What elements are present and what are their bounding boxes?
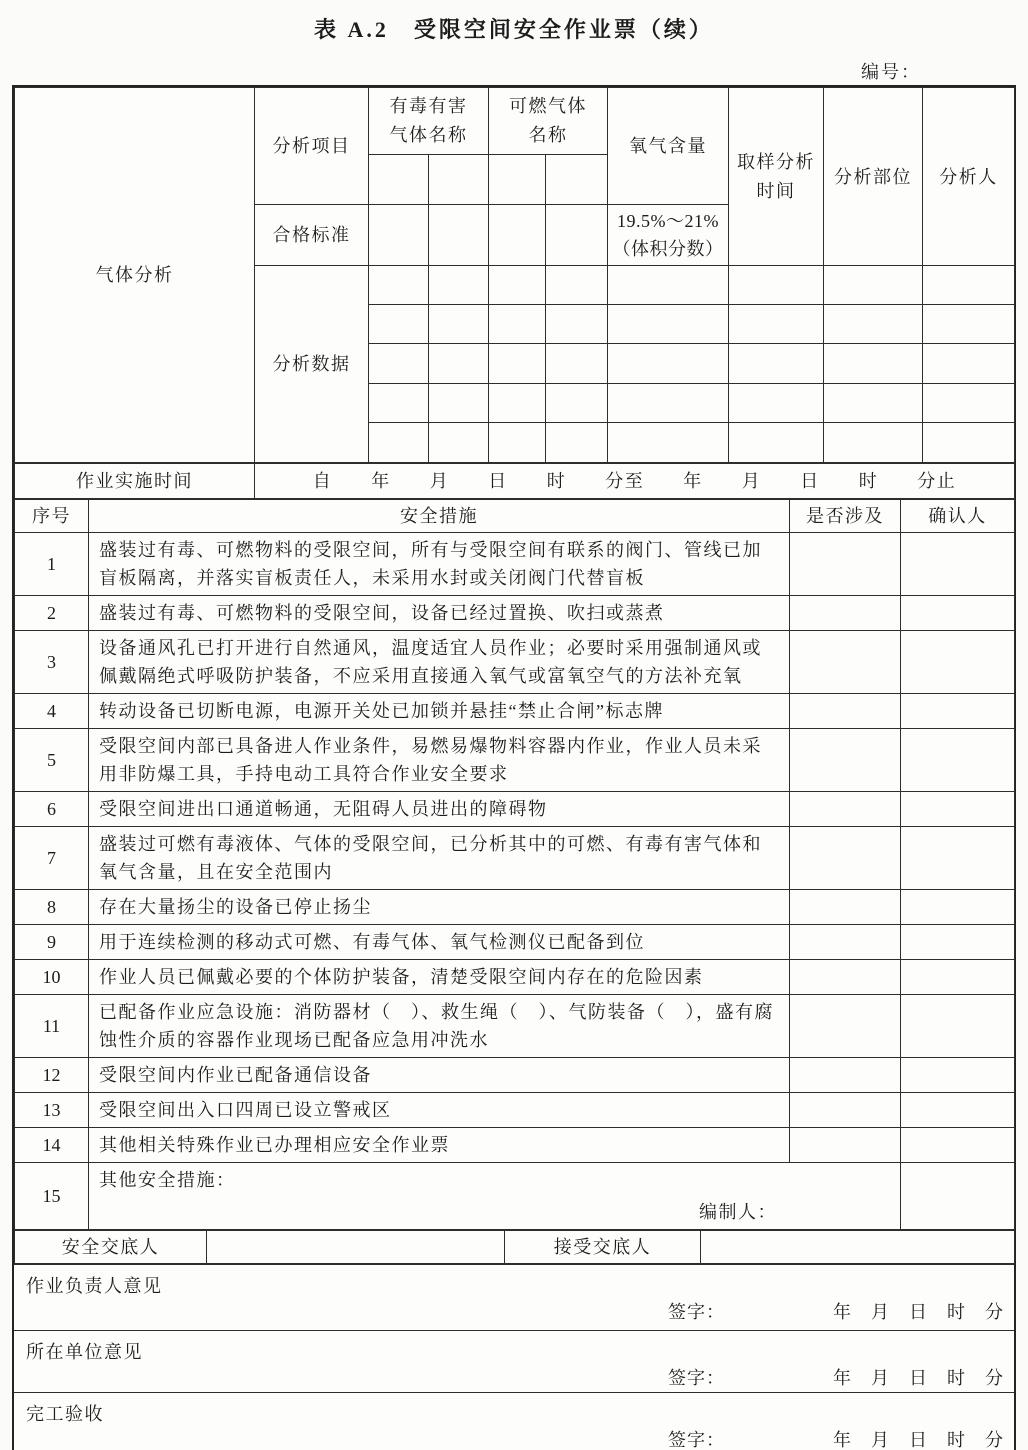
date-blank-labels: 年 月 日 时 分 xyxy=(833,1368,1004,1388)
briefing-receiver-entry-cell xyxy=(701,1231,1015,1264)
measure-involved-cell xyxy=(790,792,901,827)
toxic-gas-name-label: 有毒有害气体名称 xyxy=(389,96,468,145)
data-entry-cell xyxy=(369,423,429,463)
qualified-standard-label: 合格标准 xyxy=(255,205,369,266)
measure-text: 设备通风孔已打开进行自然通风，温度适宜人员作业；必要时采用强制通风或佩戴隔绝式呼吸防护装备，不应采用直接通入氧气或富氧空气的方法补充氧 xyxy=(89,631,790,694)
number-label: 编号： xyxy=(861,62,921,82)
sign-label: 签字： xyxy=(668,1368,725,1388)
measure-text: 用于连续检测的移动式可燃、有毒气体、氧气检测仪已配备到位 xyxy=(89,925,790,960)
measure-no: 10 xyxy=(15,960,89,995)
safety-briefer-label: 安全交底人 xyxy=(15,1231,207,1264)
measure-row xyxy=(15,1058,1015,1093)
data-entry-cell xyxy=(608,266,729,305)
section-label: 完工验收 xyxy=(26,1404,104,1424)
measure-confirm-cell xyxy=(901,827,1015,890)
measure-text: 转动设备已切断电源，电源开关处已加锁并悬挂“禁止合闸”标志牌 xyxy=(89,694,790,729)
other-measures-box xyxy=(99,1166,890,1226)
measure-text: 盛装过可燃有毒液体、气体的受限空间，已分析其中的可燃、有毒有害气体和氧气含量，且在安全范围内 xyxy=(89,827,790,890)
measure-text-cell xyxy=(89,1163,901,1230)
toxic-gas-entry-cell xyxy=(369,155,429,205)
data-entry-cell xyxy=(489,423,546,463)
measure-no: 14 xyxy=(15,1128,89,1163)
measures-header-row xyxy=(15,500,1015,533)
col-header-measure: 安全措施 xyxy=(89,500,790,533)
measure-involved-cell xyxy=(790,925,901,960)
measure-row xyxy=(15,533,1015,596)
data-entry-cell xyxy=(824,384,923,423)
measure-involved-cell xyxy=(790,890,901,925)
measure-row xyxy=(15,694,1015,729)
data-entry-cell xyxy=(729,266,824,305)
measure-confirm-cell xyxy=(901,596,1015,631)
measure-involved-cell xyxy=(790,1093,901,1128)
measure-involved-cell xyxy=(790,827,901,890)
measure-confirm-cell xyxy=(901,729,1015,792)
measure-row xyxy=(15,925,1015,960)
data-entry-cell xyxy=(923,423,1015,463)
analysis-data-label: 分析数据 xyxy=(255,266,369,463)
oxygen-content-header: 氧气含量 xyxy=(608,88,729,205)
measure-no: 2 xyxy=(15,596,89,631)
measure-confirm-cell xyxy=(901,1058,1015,1093)
measure-confirm-cell xyxy=(901,792,1015,827)
safety-briefer-entry-cell xyxy=(207,1231,505,1264)
sign-line xyxy=(14,1426,1014,1450)
measure-confirm-cell xyxy=(901,890,1015,925)
measure-involved-cell xyxy=(790,1128,901,1163)
data-entry-cell xyxy=(489,344,546,384)
data-entry-cell xyxy=(729,305,824,344)
work-time-value: 自 年 月 日 时 分至 年 月 日 时 分止 xyxy=(255,464,1015,499)
data-entry-cell xyxy=(429,384,489,423)
measures-header xyxy=(15,500,1015,533)
measure-row xyxy=(15,960,1015,995)
section-label: 作业负责人意见 xyxy=(26,1276,163,1296)
data-entry-cell xyxy=(429,344,489,384)
data-entry-cell xyxy=(369,344,429,384)
flammable-gas-name-header xyxy=(489,88,608,155)
measure-no: 5 xyxy=(15,729,89,792)
other-measures-label: 其他安全措施： xyxy=(99,1170,236,1190)
sampling-time-header xyxy=(729,88,824,266)
data-entry-cell xyxy=(546,266,608,305)
standard-entry-cell xyxy=(429,205,489,266)
toxic-gas-entry-cell xyxy=(429,155,489,205)
data-entry-cell xyxy=(729,344,824,384)
work-time-label: 作业实施时间 xyxy=(15,464,255,499)
measure-row xyxy=(15,995,1015,1058)
unit-opinion-section xyxy=(14,1330,1014,1392)
briefing-table xyxy=(14,1230,1015,1264)
gas-analysis-table xyxy=(14,87,1015,463)
data-entry-cell xyxy=(729,384,824,423)
measure-row xyxy=(15,631,1015,694)
measure-text: 盛装过有毒、可燃物料的受限空间，设备已经过置换、吹扫或蒸煮 xyxy=(89,596,790,631)
briefing-row xyxy=(15,1231,1015,1264)
work-time-table xyxy=(14,463,1015,499)
measure-involved-cell xyxy=(790,960,901,995)
data-entry-cell xyxy=(429,423,489,463)
measure-no: 12 xyxy=(15,1058,89,1093)
gas-header-row-1 xyxy=(15,88,1015,155)
measure-row xyxy=(15,1093,1015,1128)
col-header-involved: 是否涉及 xyxy=(790,500,901,533)
data-entry-cell xyxy=(824,423,923,463)
data-entry-cell xyxy=(489,384,546,423)
measure-row xyxy=(15,596,1015,631)
data-entry-cell xyxy=(546,423,608,463)
measure-no: 9 xyxy=(15,925,89,960)
data-entry-cell xyxy=(546,344,608,384)
data-entry-cell xyxy=(546,384,608,423)
data-entry-cell xyxy=(369,266,429,305)
completion-acceptance-section xyxy=(14,1392,1014,1450)
data-entry-cell xyxy=(369,384,429,423)
data-entry-cell xyxy=(824,344,923,384)
measure-no: 6 xyxy=(15,792,89,827)
measure-row xyxy=(15,890,1015,925)
measure-no: 8 xyxy=(15,890,89,925)
safety-measures-table xyxy=(14,499,1015,1230)
oxygen-standard-value: 19.5%～21%（体积分数） xyxy=(608,205,729,266)
measure-involved-cell xyxy=(790,995,901,1058)
measure-text: 受限空间内作业已配备通信设备 xyxy=(89,1058,790,1093)
measure-confirm-cell xyxy=(901,631,1015,694)
measures-body xyxy=(15,533,1015,1163)
measure-confirm-cell xyxy=(901,1163,1015,1230)
sign-label: 签字： xyxy=(668,1302,725,1322)
gas-analysis-section-label: 气体分析 xyxy=(15,88,255,463)
standard-entry-cell xyxy=(369,205,429,266)
measure-confirm-cell xyxy=(901,925,1015,960)
flammable-gas-name-label: 可燃气体名称 xyxy=(509,96,587,145)
data-entry-cell xyxy=(608,384,729,423)
standard-entry-cell xyxy=(489,205,546,266)
data-entry-cell xyxy=(369,305,429,344)
data-entry-cell xyxy=(489,266,546,305)
measure-no: 15 xyxy=(15,1163,89,1230)
measure-text: 存在大量扬尘的设备已停止扬尘 xyxy=(89,890,790,925)
sampling-time-label: 取样分析时间 xyxy=(737,151,815,201)
measure-confirm-cell xyxy=(901,694,1015,729)
toxic-gas-name-header xyxy=(369,88,489,155)
data-entry-cell xyxy=(489,305,546,344)
data-entry-cell xyxy=(608,305,729,344)
measure-text: 受限空间进出口通道畅通，无阻碍人员进出的障碍物 xyxy=(89,792,790,827)
measure-no: 1 xyxy=(15,533,89,596)
data-entry-cell xyxy=(729,423,824,463)
data-entry-cell xyxy=(546,305,608,344)
measure-confirm-cell xyxy=(901,1093,1015,1128)
data-entry-cell xyxy=(923,384,1015,423)
data-entry-cell xyxy=(608,423,729,463)
measure-text: 受限空间内部已具备进人作业条件，易燃易爆物料容器内作业，作业人员未采用非防爆工具，手持电动工具符合作业安全要求 xyxy=(89,729,790,792)
measure-no: 11 xyxy=(15,995,89,1058)
measure-text: 受限空间出入口四周已设立警戒区 xyxy=(89,1093,790,1128)
measure-confirm-cell xyxy=(901,960,1015,995)
measure-involved-cell xyxy=(790,694,901,729)
data-entry-cell xyxy=(923,344,1015,384)
measure-confirm-cell xyxy=(901,1128,1015,1163)
col-header-no: 序号 xyxy=(15,500,89,533)
measure-text: 已配备作业应急设施：消防器材（ ）、救生绳（ ）、气防装备（ ），盛有腐蚀性介质的容器作业现场已配备应急用冲洗水 xyxy=(89,995,790,1058)
date-blank-labels: 年 月 日 时 分 xyxy=(833,1302,1004,1322)
measure-no: 4 xyxy=(15,694,89,729)
data-entry-cell xyxy=(824,305,923,344)
measure-involved-cell xyxy=(790,533,901,596)
flammable-gas-entry-cell xyxy=(546,155,608,205)
sign-label: 签字： xyxy=(668,1430,725,1450)
work-leader-opinion-section xyxy=(14,1264,1014,1330)
standard-entry-cell xyxy=(546,205,608,266)
page-title: 表 A.2 受限空间安全作业票（续） xyxy=(314,17,714,42)
section-label: 所在单位意见 xyxy=(26,1342,143,1362)
analyst-header: 分析人 xyxy=(923,88,1015,266)
measure-text: 作业人员已佩戴必要的个体防护装备，清楚受限空间内存在的危险因素 xyxy=(89,960,790,995)
data-entry-cell xyxy=(923,305,1015,344)
measure-row xyxy=(15,827,1015,890)
work-permit-form xyxy=(12,85,1016,1450)
measure-involved-cell xyxy=(790,729,901,792)
measure-involved-cell xyxy=(790,596,901,631)
briefing-receiver-label: 接受交底人 xyxy=(505,1231,701,1264)
measure-text: 其他相关特殊作业已办理相应安全作业票 xyxy=(89,1128,790,1163)
measure-involved-cell xyxy=(790,1058,901,1093)
compiler-label: 编制人： xyxy=(699,1202,777,1222)
data-entry-cell xyxy=(923,266,1015,305)
measure-no: 3 xyxy=(15,631,89,694)
measure-confirm-cell xyxy=(901,995,1015,1058)
work-time-row xyxy=(15,464,1015,499)
measure-no: 13 xyxy=(15,1093,89,1128)
col-header-confirmer: 确认人 xyxy=(901,500,1015,533)
measure-text: 盛装过有毒、可燃物料的受限空间，所有与受限空间有联系的阀门、管线已加盲板隔离，并落实盲板责任人，未采用水封或关闭阀门代替盲板 xyxy=(89,533,790,596)
flammable-gas-entry-cell xyxy=(489,155,546,205)
analysis-part-header: 分析部位 xyxy=(824,88,923,266)
measure-involved-cell xyxy=(790,631,901,694)
data-entry-cell xyxy=(608,344,729,384)
measure-row-15 xyxy=(15,1163,1015,1230)
measure-row xyxy=(15,792,1015,827)
analysis-item-label: 分析项目 xyxy=(255,88,369,205)
date-blank-labels: 年 月 日 时 分 xyxy=(833,1430,1004,1450)
measures-row15-body xyxy=(15,1163,1015,1230)
measure-row xyxy=(15,729,1015,792)
sign-line xyxy=(14,1298,1014,1333)
measure-no: 7 xyxy=(15,827,89,890)
data-entry-cell xyxy=(824,266,923,305)
data-entry-cell xyxy=(429,305,489,344)
measure-row xyxy=(15,1128,1015,1163)
number-line xyxy=(0,58,1028,82)
measure-confirm-cell xyxy=(901,533,1015,596)
data-entry-cell xyxy=(429,266,489,305)
